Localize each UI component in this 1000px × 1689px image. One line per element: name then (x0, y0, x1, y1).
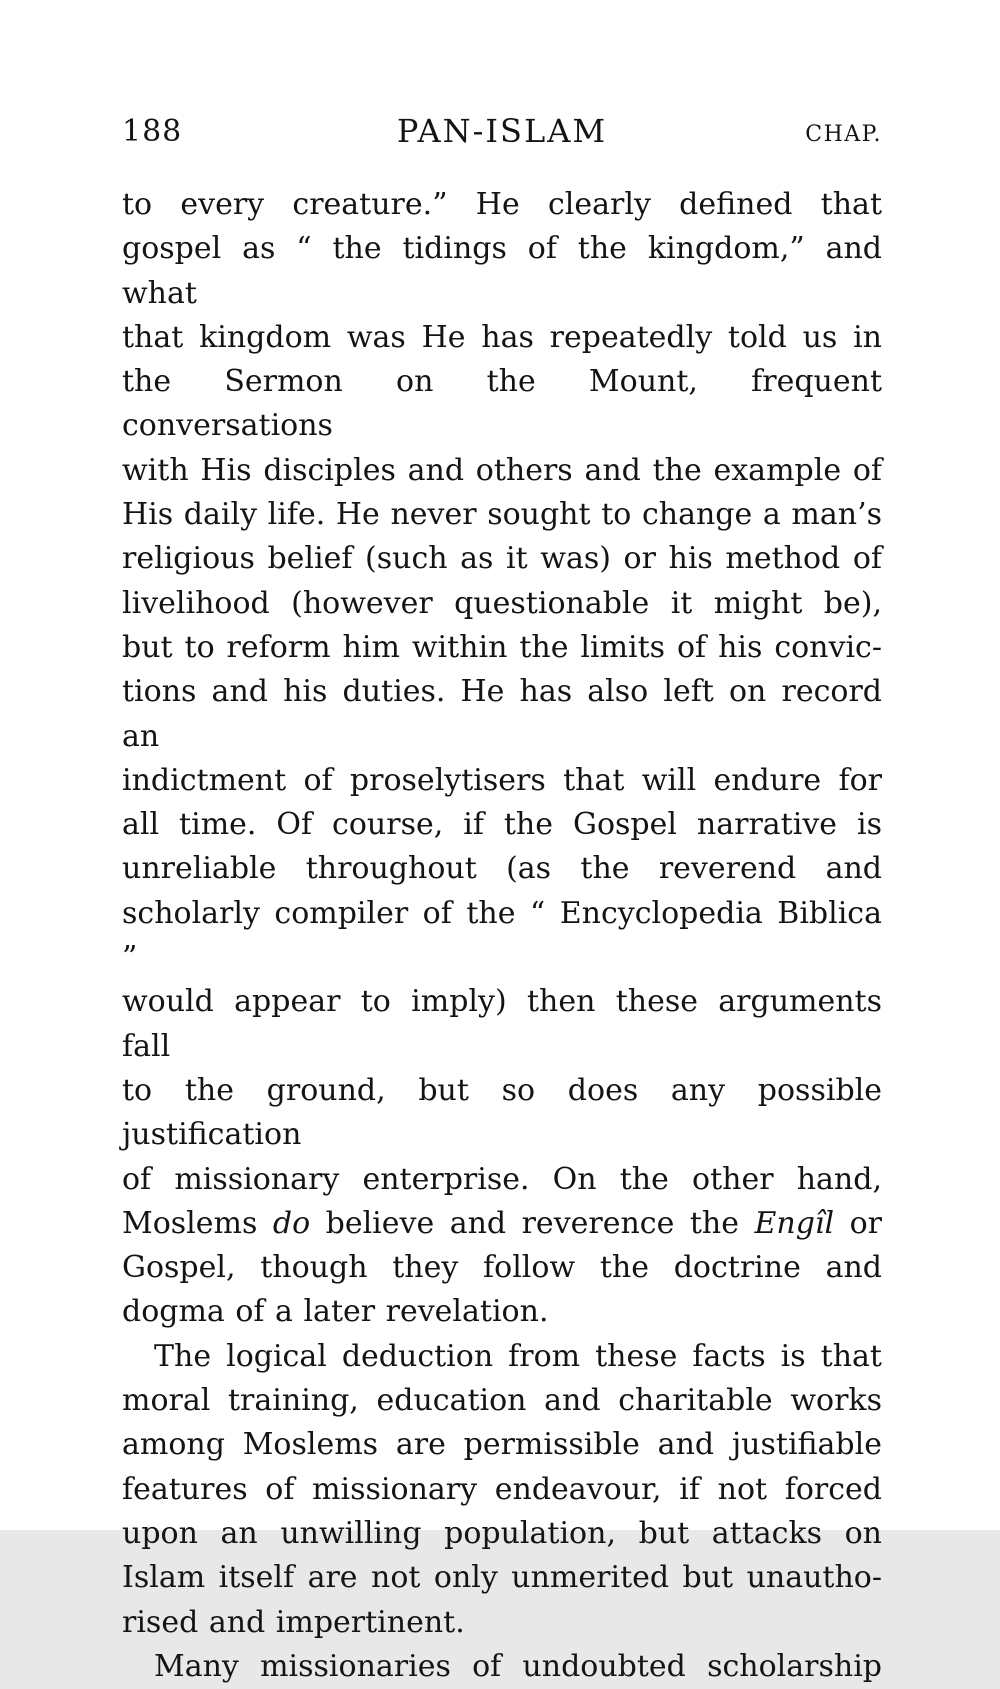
text-line (122, 537, 882, 581)
text-line (122, 493, 882, 537)
text-segment: of missionary enterprise. On the other hand, (122, 1161, 882, 1197)
text-segment: livelihood (however questionable it might be), (122, 585, 882, 621)
text-segment: The logical deduction from these facts is that (154, 1338, 882, 1374)
text-line (122, 670, 882, 759)
text-line (122, 1158, 882, 1202)
text-line (122, 1290, 882, 1334)
text-line (122, 360, 882, 449)
text-segment: indictment of proselytisers that will endure for (122, 762, 882, 798)
text-segment: Islam itself are not only unmerited but unautho- (122, 1560, 882, 1596)
text-segment: that kingdom was He has repeatedly told us in (122, 319, 882, 355)
text-line (122, 582, 882, 626)
text-segment: gospel as “ the tidings of the kingdom,” and what (122, 231, 882, 311)
text-line (122, 1423, 882, 1467)
italic-text: do (272, 1205, 311, 1241)
text-segment: unreliable throughout (as the reverend and (122, 851, 882, 887)
text-line (122, 626, 882, 670)
text-line (122, 1601, 882, 1645)
text-line (122, 892, 882, 981)
text-segment: to every creature.” He clearly defined that (122, 187, 882, 222)
text-line (122, 1069, 882, 1158)
text-segment: all time. Of course, if the Gospel narrative is (122, 807, 882, 843)
running-header (122, 112, 882, 152)
text-line (122, 980, 882, 1069)
running-title: PAN-ISLAM (396, 112, 608, 150)
text-line (122, 759, 882, 803)
text-segment: upon an unwilling population, but attacks on (122, 1515, 882, 1551)
text-segment: Moslems (122, 1205, 273, 1241)
text-line (122, 227, 882, 316)
body-text (122, 183, 882, 1689)
text-segment: or (834, 1205, 882, 1241)
text-line (122, 183, 882, 227)
text-line (122, 1202, 882, 1246)
italic-text: Engîl (754, 1205, 835, 1241)
text-line (122, 1556, 882, 1600)
text-segment: with His disciples and others and the example of (122, 452, 882, 488)
text-line (122, 847, 882, 891)
text-segment: scholarly compiler of the “ Encyclopedia Biblica ” (122, 895, 882, 976)
text-segment: tions and his duties. He has also left on record an (122, 674, 882, 754)
page-number: 188 (122, 114, 183, 149)
text-segment: believe and reverence the (310, 1205, 755, 1241)
text-line (122, 1246, 882, 1290)
text-line (122, 316, 882, 360)
chapter-mark: CHAP. (805, 122, 882, 147)
text-segment: Gospel, though they follow the doctrine and (122, 1250, 882, 1286)
text-line (122, 449, 882, 493)
text-segment: among Moslems are permissible and justifiable (122, 1427, 882, 1463)
text-segment: His daily life. He never sought to change a man’s (122, 497, 882, 533)
text-line (122, 1468, 882, 1512)
text-segment: features of missionary endeavour, if not forced (122, 1471, 882, 1507)
text-line (122, 1335, 882, 1379)
text-line (122, 803, 882, 847)
text-line (122, 1512, 882, 1556)
text-segment: Many missionaries of undoubted scholarship (154, 1648, 882, 1684)
text-segment: to the ground, but so does any possible justification (122, 1072, 882, 1153)
text-segment: would appear to imply) then these arguments fall (122, 984, 882, 1064)
text-segment: religious belief (such as it was) or his method of (122, 541, 882, 577)
text-line (122, 1645, 882, 1689)
text-segment: rised and impertinent. (122, 1604, 465, 1640)
text-segment: but to reform him within the limits of his convic- (122, 629, 882, 665)
text-segment: dogma of a later revelation. (122, 1294, 549, 1330)
text-segment: moral training, education and charitable works (122, 1383, 882, 1419)
text-line (122, 1379, 882, 1423)
text-segment: the Sermon on the Mount, frequent conversations (122, 364, 882, 444)
